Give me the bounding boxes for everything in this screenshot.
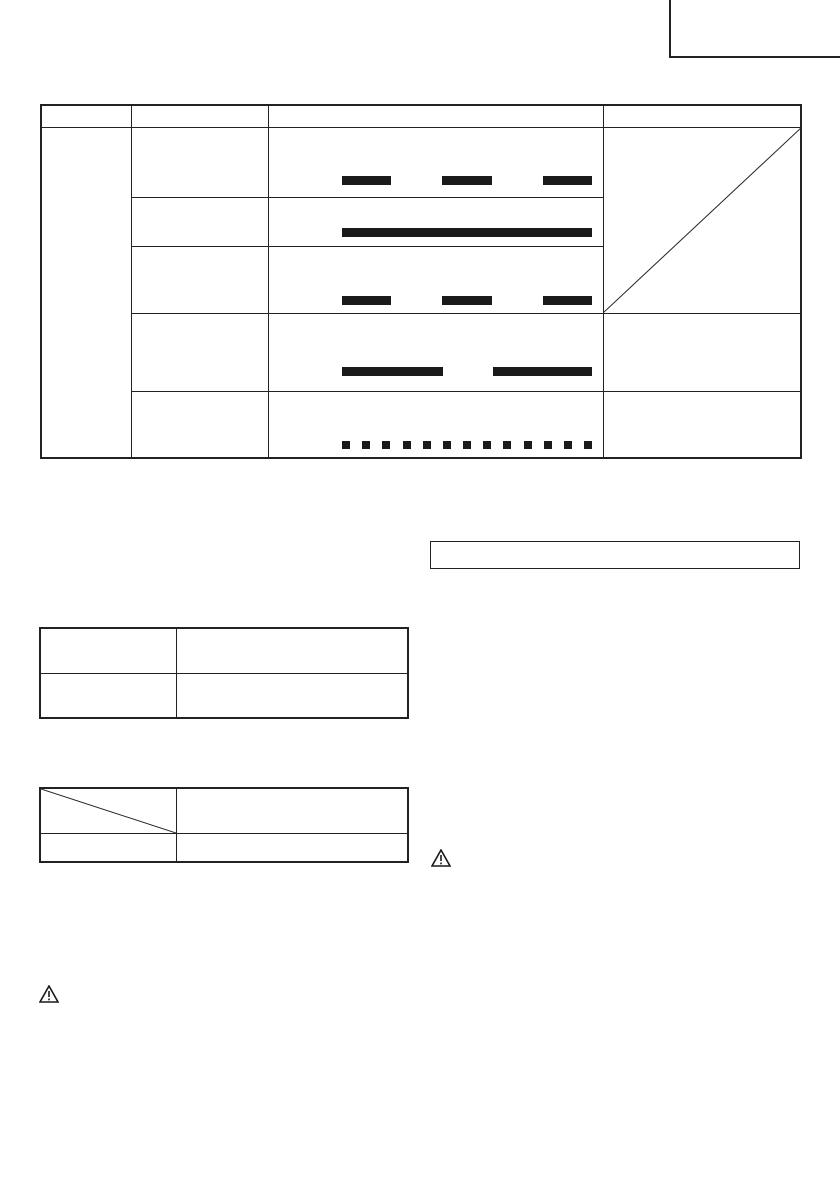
lamp-on-segment	[342, 176, 391, 185]
lamp-on-dot	[503, 441, 511, 449]
lamp-on-dot	[524, 441, 532, 449]
table-column-divider	[131, 106, 132, 457]
warning-triangle-icon	[39, 985, 59, 1003]
indicator-table	[40, 104, 802, 459]
lamp-on-dot	[403, 441, 411, 449]
lamp-on-segment	[342, 228, 592, 237]
table-column-divider	[268, 106, 269, 457]
lamp-on-segment	[493, 367, 592, 376]
lamp-on-segment	[342, 296, 391, 305]
spec-table-1	[39, 627, 409, 719]
lamp-on-dot	[382, 441, 390, 449]
lamp-on-dot	[564, 441, 572, 449]
diagonal-strike	[603, 127, 802, 313]
lamp-on-dot	[362, 441, 370, 449]
lamp-on-segment	[442, 176, 492, 185]
diagonal-strike	[41, 789, 176, 833]
lamp-on-dot	[584, 441, 592, 449]
table-row-divider	[131, 313, 800, 314]
table-column-divider	[176, 789, 177, 861]
spec-table-2	[39, 787, 409, 863]
table-row-divider	[41, 833, 407, 834]
warning-triangle-icon	[431, 849, 451, 867]
chapter-tab	[669, 0, 840, 58]
note-box	[430, 541, 800, 569]
lamp-on-segment	[543, 296, 592, 305]
lamp-on-segment	[543, 176, 592, 185]
lamp-on-segment	[342, 367, 443, 376]
table-row-divider	[131, 246, 603, 247]
table-row-divider	[131, 391, 800, 392]
table-row-divider	[131, 197, 603, 198]
lamp-on-dot	[483, 441, 491, 449]
table-row-divider	[41, 673, 407, 674]
lamp-on-dot	[463, 441, 471, 449]
lamp-on-dot	[443, 441, 451, 449]
lamp-on-dot	[544, 441, 552, 449]
lamp-on-segment	[442, 296, 492, 305]
lamp-on-dot	[423, 441, 431, 449]
lamp-on-dot	[342, 441, 350, 449]
